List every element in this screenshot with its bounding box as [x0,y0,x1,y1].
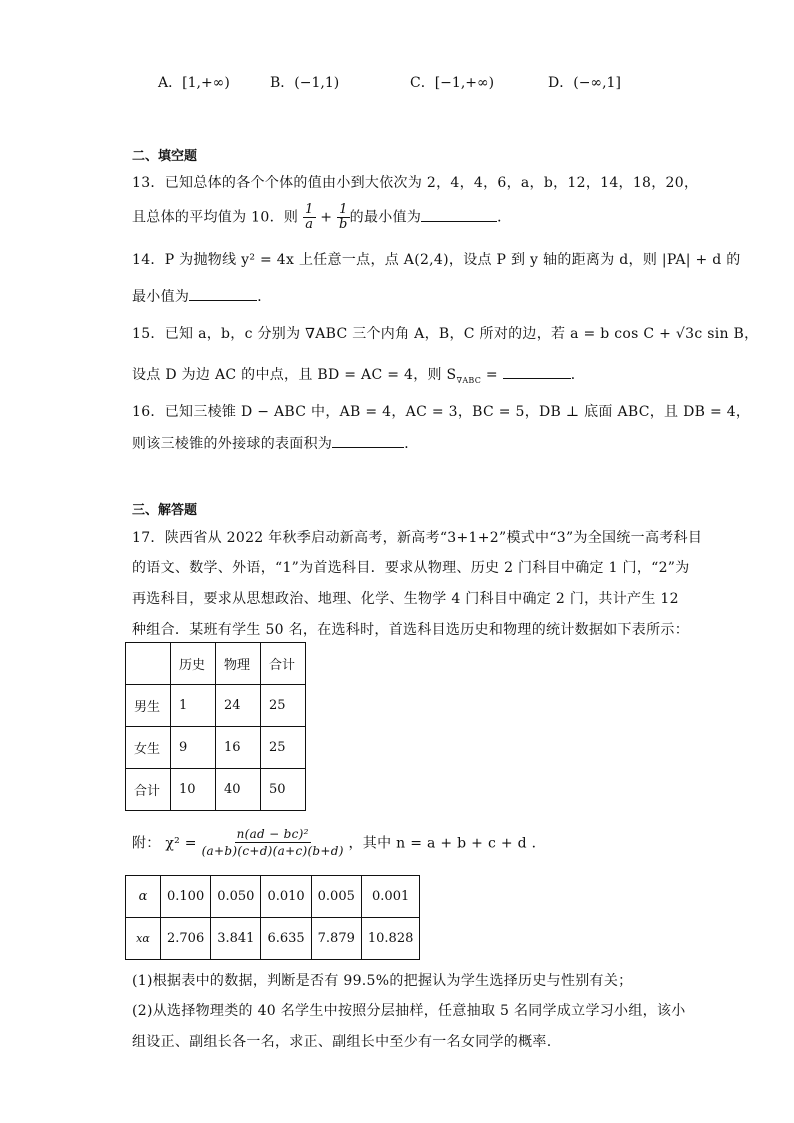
q17-part2-line1: (2)从选择物理类的 40 名学生中按照分层抽样，任意抽取 5 名同学成立学习小组，该小 [132,1003,686,1019]
option-b: B．(−1,1) [270,75,340,91]
q16-line1: 16．已知三棱锥 D − ABC 中，AB = 4，AC = 3，BC = 5，DB ⊥ 底面 ABC，且 DB = 4， [132,404,751,420]
q15-answer-blank[interactable] [503,364,571,379]
section-title-solutions: 三、解答题 [132,503,198,518]
critical-x-row: xα 2.706 3.841 6.635 7.879 10.828 [126,918,420,960]
q17-line2: 的语文、数学、外语，“1”为首选科目．要求从物理、历史 2 门科目中确定 1 门，“2”为 [132,560,690,576]
q13-line1: 13．已知总体的各个个体的值由小到大依次为 2，4，4，6，a，b，12，14，18，20， [132,175,699,191]
q17-part2-line2: 组设正、副组长各一名，求正、副组长中至少有一名女同学的概率. [132,1034,552,1050]
q17-part1: (1)根据表中的数据，判断是否有 99.5%的把握认为学生选择历史与性别有关； [132,973,633,989]
q17-line4: 种组合．某班有学生 50 名，在选科时，首选科目选历史和物理的统计数据如下表所示： [132,622,690,638]
alpha-row: α 0.100 0.050 0.010 0.005 0.001 [126,876,420,918]
chi-square-fraction: $\frac{\text{n(ad − bc)²}}{(a+b)(c+d)(a+c)(b+d)}$ [201,827,344,858]
q17-line3: 再选科目，要求从思想政治、地理、化学、生物学 4 门科目中确定 2 门，共计产生 12 [132,591,679,607]
table-row: 合计 10 40 50 [126,769,306,811]
chi-square-formula: 附： χ² = $\frac{\text{n(ad − bc)²}}{(a+b)(c+d)(a+c)(b+d)}$ ，其中 n = a + b + c + d ． [132,827,546,858]
q15-line2: 设点 D 为边 AC 的中点，且 BD = AC = 4，则 $S_{\nabla ABC}$ = ． [132,364,585,385]
table-row: 男生 1 24 25 [126,685,306,727]
option-d: D．(−∞,1] [548,75,621,91]
q13-answer-blank[interactable] [421,207,497,222]
elective-stats-table [125,642,306,811]
critical-value-table [125,875,420,960]
q13-fraction-1a: $\frac{1}{a}$ [304,202,314,232]
table-header-row: 历史 物理 合计 [126,643,306,685]
q13-fraction-1b: $\frac{1}{b}$ [339,202,348,232]
q14-line1: 14．P 为抛物线 y² = 4x 上任意一点，点 A(2,4)，设点 P 到 y 轴的距离为 d，则 |PA| + d 的 [132,252,741,268]
section-title-fill-in: 二、填空题 [132,149,198,164]
q15-line1: 15．已知 a，b，c 分别为 ∇ABC 三个内角 A，B，C 所对的边，若 a = b cos C + √3c sin B， [132,326,759,342]
q14-answer-blank[interactable] [189,286,257,301]
q14-line2: 最小值为 ． [132,286,272,306]
q13-line2: 且总体的平均值为 10．则 $\frac{1}{a}$ + $\frac{1}{b}$ 的最小值为 ． [132,202,512,232]
q16-line2: 则该三棱锥的外接球的表面积为 ． [132,433,419,453]
table-row: 女生 9 16 25 [126,727,306,769]
option-a: A．[1,+∞) [158,75,230,91]
q16-answer-blank[interactable] [332,433,404,448]
option-c: C．[−1,+∞) [410,75,495,91]
q17-line1: 17．陕西省从 2022 年秋季启动新高考，新高考“3+1+2”模式中“3”为全国统一高考科目 [132,530,703,546]
